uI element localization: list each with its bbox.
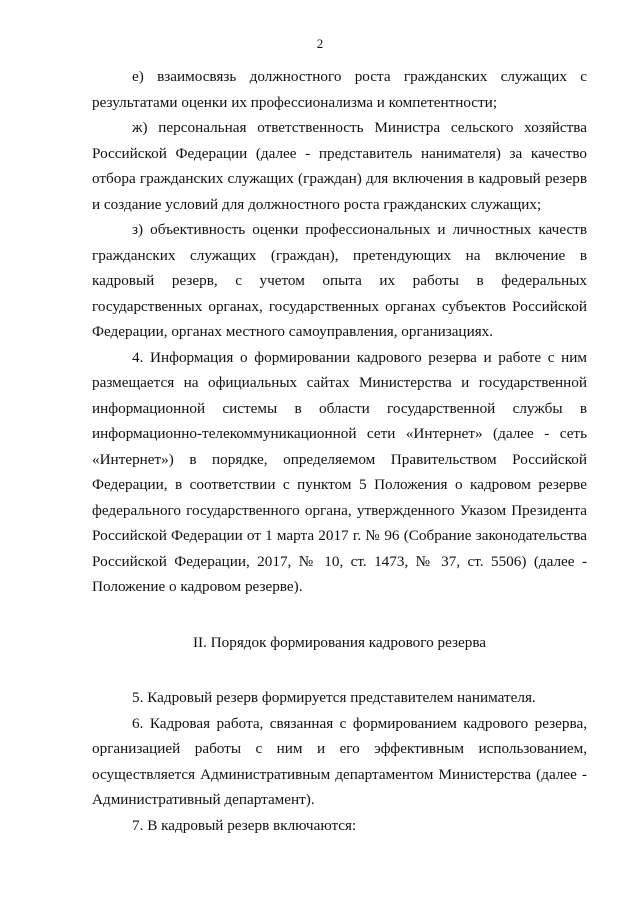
paragraph-4: 4. Информация о формировании кадрового резерва и работе с ним размещается на официальных сайтах Министерства и государственной информационной системы в области государственной службы в информационно-телекоммуникационной сети «Интернет» (далее - сеть «Интернет») в порядке, определяемом Правительством Российской Федерации, в соответствии с пунктом 5 Положения о кадровом резерве федерального государственного органа, утвержденного Указом Президента Российской Федерации от 1 марта 2017 г. № 96 (Собрание законодательства Российской Федерации, 2017, № 10, ст. 1473, № 37, ст. 5506) (далее - Положение о кадровом резерве). (92, 348, 587, 595)
spacer (92, 600, 587, 630)
paragraph-z: з) объективность оценки профессиональных и личностных качеств гражданских служащих (граждан), претендующих на включение в кадровый резерв, с учетом опыта их работы в федеральных государственных органах, государственных органах субъектов Российской Федерации, органах местного самоуправления, организациях. (92, 221, 587, 340)
paragraph-zh: ж) персональная ответственность Министра сельского хозяйства Российской Федерации (далее - представитель нанимателя) за качество отбора гражданских служащих (граждан) для включения в кадровый резерв и создание условий для должностного роста гражданских служащих; (92, 119, 587, 213)
section-heading: II. Порядок формирования кадрового резерва (192, 633, 487, 651)
page-number: 2 (316, 36, 324, 51)
paragraph-5: 5. Кадровый резерв формируется представителем нанимателя. (132, 689, 536, 706)
paragraph-e: е) взаимосвязь должностного роста гражданских служащих с результатами оценки их профессионализма и компетентности; (92, 68, 587, 111)
paragraph-6: 6. Кадровая работа, связанная с формированием кадрового резерва, организацией работы с ним и его эффективным использованием, осуществляется Административным департаментом Министерства (далее - Административный департамент). (92, 714, 587, 808)
document-body (92, 64, 587, 838)
paragraph-7: 7. В кадровый резерв включаются: (132, 816, 357, 834)
spacer (92, 655, 587, 685)
